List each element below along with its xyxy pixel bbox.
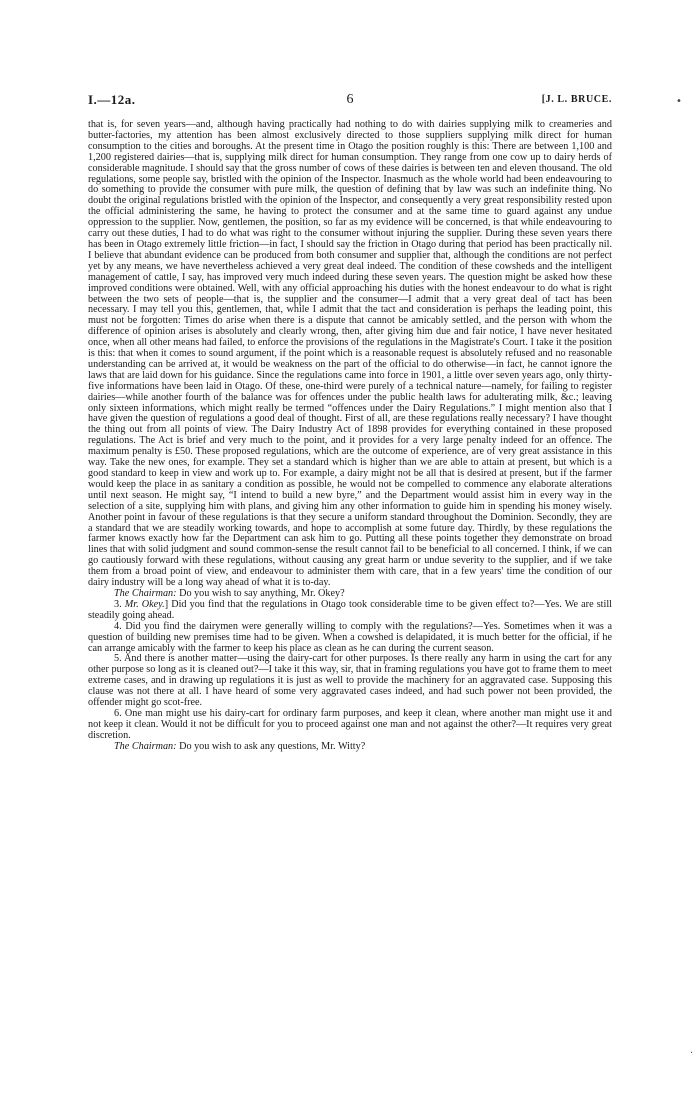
paper-reference: I.—12a. (88, 92, 136, 107)
paragraph-text: that is, for seven years—and, although having practically had nothing to do with dairies supplying milk to creameries and butter-factories, my attention has been almost exclusively directed to those suppliers supplying milk direct for human consumption to the cities and boroughs. At the present time in Otago the position roughly is this: There are between 1,100 and 1,200 registered dairies—that is, supplying milk direct for human consumption. They range from one cow up to dairy herds of considerable magnitude. I should say that the gross number of cows of these dairies is between ten and eleven thousand. The old regulations, some people say, bristled with the opinion of the Inspector. Inasmuch as the whole world had been endeavouring to do something to provide the consumer with pure milk, the question of defining that by law was such an indefinite thing. No doubt the original regulations bristled with the opinion of the Inspector, and consequently a very great responsibility rested upon the official administering the same, he having to protect the consumer and at the same time to guard against any undue oppression to the supplier. Now, gentlemen, the position, so far as my evidence will be concerned, is that while endeavouring to carry out these duties, I had to do what was right to the consumer without injuring the supplier. During these seven years there has been in Otago extremely little friction—in fact, I should say the friction in Otago during that period has been practically nil. I believe that abundant evidence can be produced from both consumer and supplier that, although the conditions are not perfect yet by any means, we have nevertheless achieved a very great deal indeed. The condition of these cowsheds and the intelligent management of cattle, I say, has improved very much indeed during these seven years. The question might be asked how these improved conditions were obtained. Well, with any official approaching his duties with the honest endeavour to do what is right between the two sets of people—that is, the supplier and the consumer—I admit that a very great deal of tact has been necessary. I may tell you this, gentlemen, that, while I admit that the tact and consideration is perhaps the leading point, this must not be forgotten: Times do arise when there is a dispute that cannot be amicably settled, and the person with whom the difference of opinion arises is absolutely and clearly wrong, then, after giving him due and fair notice, I have never hesitated once, when all other means had failed, to enforce the provisions of the regulations in the Magistrate's Court. I take it the position is this: that when it comes to sound argument, if the point which is a reasonable request is absolutely refused and no reasonable understanding can be arrived at, it would be weakness on the part of the official to do otherwise—in fact, he cannot ignore the laws that are laid down for his guidance. Since the regulations came into force in 1901, a little over seven years ago, only thirty-five informations have been laid in Otago. Of these, one-third were purely of a technical nature—namely, for failing to register dairies—while another fourth of the balance was for offences under the public health laws for adulterating milk, &c.; leaving only sixteen informations, which might really be termed “offences under the Dairy Regulations.” I might mention also that I have given the question of regulations a good deal of thought. First of all, are these regulations really necessary? I have thought the thing out from all points of view. The Dairy Industry Act of 1898 provides for everything contained in these proposed regulations. The Act is brief and very much to the point, and it provides for a very large penalty indeed for an offence. The maximum penalty is £50. These proposed regulations, which are the outcome of experience, are of very great assistance in this way. Take the new ones, for example. They set a standard which is higher than we are able to attain at present, but which is a good standard to keep in view and work up to. For example, a dairy might not be all that is desired at present, but if the farmer would keep the place in as sanitary a condition as possible, he would not be compelled to commence any elaborate alterations until next season. He might say, “I intend to build a new byre,” and the Department would assist him in every way in the selection of a site, supplying him with plans, and giving him any other information to guide him in spending his money wisely. Another point in favour of these regulations is that they secure a uniform standard throughout the Dominion. Secondly, they are a standard that we are steadily working towards, and hope to accomplish at some future day. Thirdly, by these regulations the farmer knows exactly how far the Department can ask him to go. Putting all these points together they demonstrate on broad lines that with solid judgment and sound common-sense the result cannot fail to be beneficial to all concerned. I think, if we can go cautiously forward with these regulations, without causing any great harm or undue severity to the supplier, and if we take them from a broad point of view, and endeavour to administer them with care, that in a few years' time the condition of our dairy industry will be a long way ahead of what it is to-day. (88, 119, 612, 589)
paragraph-question-5 (88, 654, 612, 709)
paragraph-question-4 (88, 622, 612, 655)
page-header (88, 90, 612, 110)
paragraph-chairman-closing (88, 742, 612, 753)
paragraph-text: Do you wish to ask any questions, Mr. Witty? (176, 740, 366, 752)
paragraph-question-6 (88, 709, 612, 742)
margin-dot-mark: · (690, 1048, 694, 1059)
page-number: 6 (346, 92, 354, 107)
speaker-label: The Chairman: (114, 740, 177, 752)
margin-dot-mark: • (676, 96, 682, 107)
paragraph-text: 4. Did you find the dairymen were generally willing to comply with the regulations?—Yes. Sometimes when it was a question of building new premises time had to be given. When a cowshed is delapidated, it is much better for the official, if he can arrange amicably with the farmer to keep his place as clean as he can during the current season. (88, 620, 612, 654)
paragraph-text: 6. One man might use his dairy-cart for ordinary farm purposes, and keep it clean, where another man might use it and not keep it clean. Would it not be difficult for you to proceed against one man and not against the other?—It requires very great discretion. (88, 707, 612, 741)
paragraph-text: Do you wish to say anything, Mr. Okey? (176, 587, 345, 599)
question-number: 3. (114, 598, 125, 610)
speaker-label: The Chairman: (114, 587, 177, 599)
document-body (88, 120, 612, 753)
speaker-label: Mr. Okey. (124, 598, 165, 610)
paragraph-evidence (88, 120, 612, 589)
witness-name: [J. L. BRUCE. (541, 94, 612, 105)
paragraph-question-3 (88, 600, 612, 622)
paragraph-text: ] Did you find that the regulations in Otago took considerable time to be given effect to?—Yes. We are still steadily going ahead. (88, 598, 613, 621)
paragraph-text: 5. And there is another matter—using the dairy-cart for other purposes. Is there really any harm in using the cart for any other purpose so long as it is cleaned out?—I take it this way, sir, that in framing regulations you have got to frame them to meet extreme cases, and in drawing up regulations it is just as well to provide the machinery for an aggravated case. Supposing this clause was not there at all. I have heard of some very aggravated cases indeed, and had such power not been provided, the offender might go scot-free. (88, 653, 612, 709)
